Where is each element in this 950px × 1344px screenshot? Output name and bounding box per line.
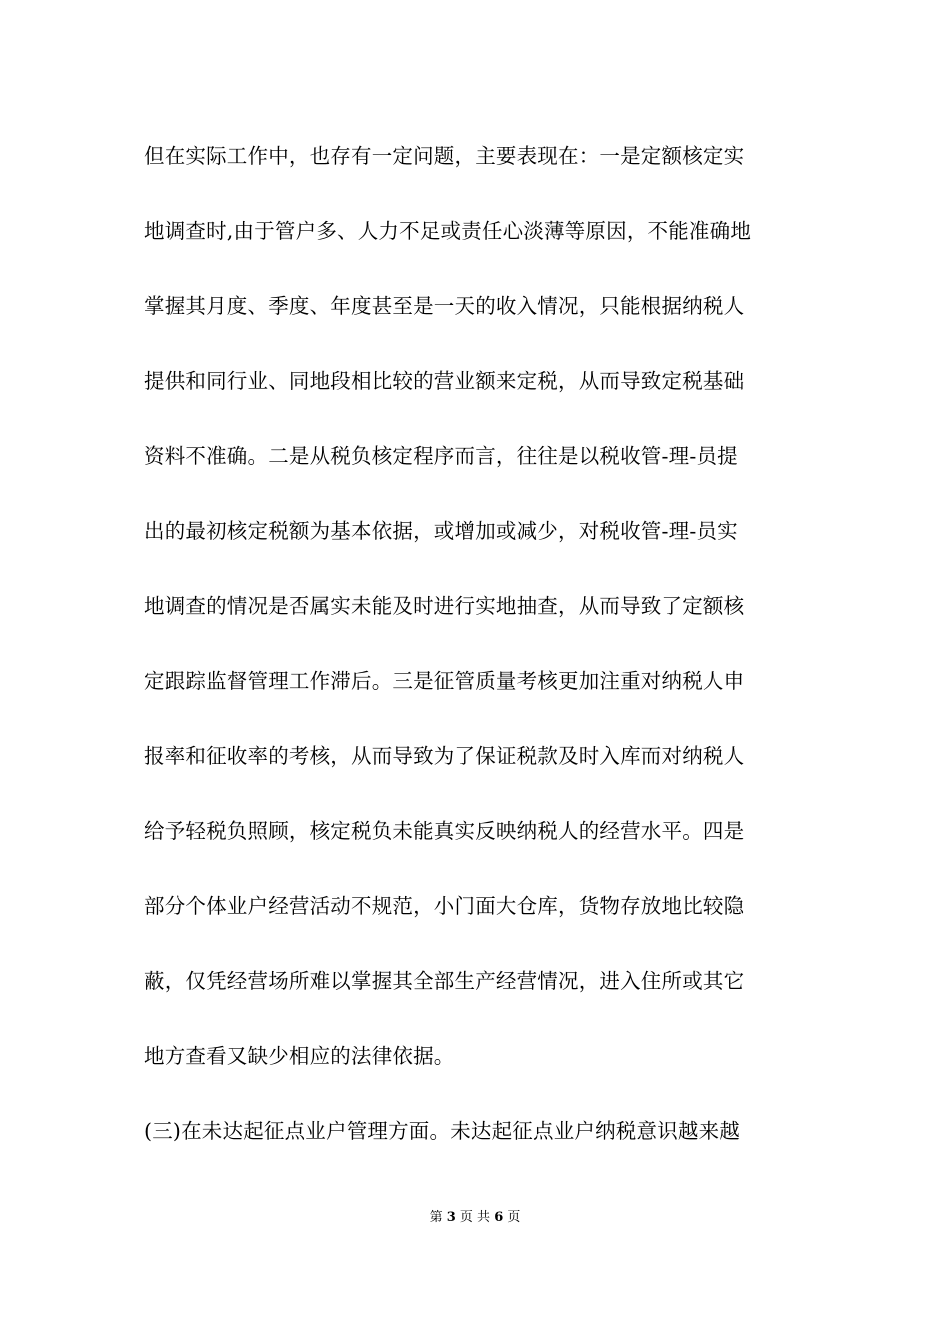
current-page-number: 3 (446, 1210, 456, 1225)
page-footer (0, 1208, 950, 1228)
text-line: 报率和征收率的考核，从而导致为了保证税款及时入库而对纳税人 (144, 744, 745, 768)
text-line: 地调查时,由于管户多、人力不足或责任心淡薄等原因，不能准确地 (144, 219, 752, 243)
footer-suffix: 页 (507, 1210, 521, 1225)
text-line: 蔽，仅凭经营场所难以掌握其全部生产经营情况，进入住所或其它 (144, 969, 745, 993)
text-line: 提供和同行业、同地段相比较的营业额来定税，从而导致定税基础 (144, 369, 745, 393)
text-line: 掌握其月度、季度、年度甚至是一天的收入情况，只能根据纳税人 (144, 294, 745, 318)
total-page-number: 6 (494, 1210, 504, 1225)
text-line: 定跟踪监督管理工作滞后。三是征管质量考核更加注重对纳税人申 (144, 669, 745, 693)
footer-middle: 页 共 (459, 1210, 491, 1225)
text-line: 地调查的情况是否属实未能及时进行实地抽查，从而导致了定额核 (144, 594, 745, 618)
text-line: 部分个体业户经营活动不规范，小门面大仓库，货物存放地比较隐 (144, 894, 745, 918)
text-line: 资料不准确。二是从税负核定程序而言，往往是以税收管-理-员提 (144, 444, 738, 468)
text-line: 但在实际工作中，也存有一定问题，主要表现在：一是定额核定实 (144, 144, 745, 168)
text-line: 给予轻税负照顾，核定税负未能真实反映纳税人的经营水平。四是 (144, 819, 745, 843)
body-text (144, 134, 814, 1184)
footer-prefix: 第 (429, 1210, 443, 1225)
text-line: 地方查看又缺少相应的法律依据。 (144, 1044, 455, 1068)
section-heading-line: (三)在未达起征点业户管理方面。未达起征点业户纳税意识越来越 (144, 1119, 740, 1143)
text-line: 出的最初核定税额为基本依据，或增加或减少，对税收管-理-员实 (144, 519, 738, 543)
